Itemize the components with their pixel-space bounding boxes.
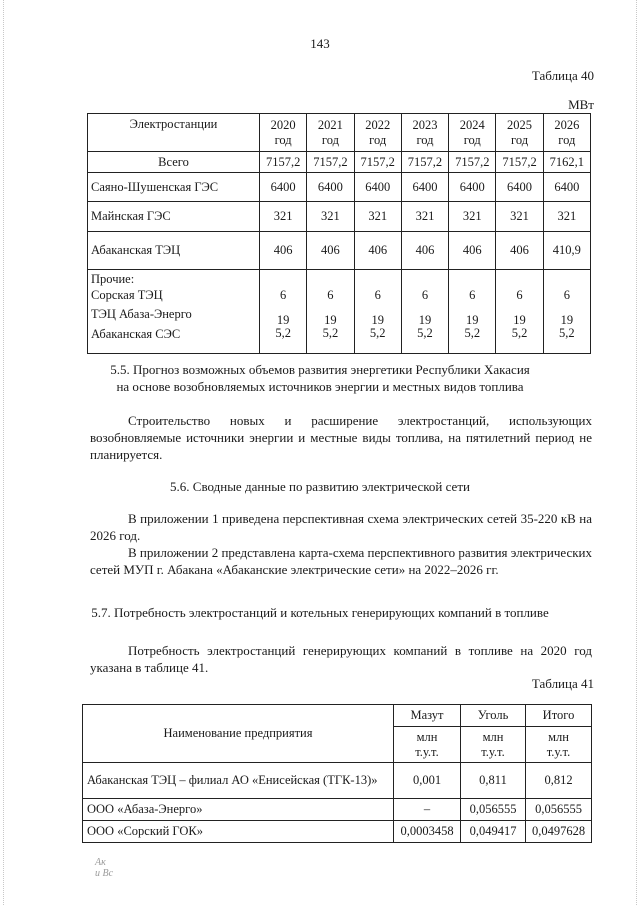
table40-cell: 321	[401, 202, 448, 232]
page-edge-right	[636, 0, 638, 905]
table41-cell: 0,056555	[526, 799, 592, 821]
table41-row	[83, 821, 592, 843]
section-5-7-paragraph: Потребность электростанций генерирующих компаний в топливе на 2020 год указана в таблице 41.	[90, 643, 592, 675]
table41-cell: –	[394, 799, 461, 821]
table41-cell: 0,0497628	[526, 821, 592, 843]
table40-row-name: Всего	[88, 152, 260, 173]
table40-other-cell: 6 19 5,2	[449, 270, 496, 354]
table40-other-cell: 6 19 5,2	[543, 270, 590, 354]
table40-header-station: Электростанции	[88, 114, 260, 152]
table41-header-row	[83, 705, 592, 727]
table40-row	[88, 232, 591, 270]
table40-header-year: 2025 год	[496, 114, 543, 152]
table40-row-total	[88, 152, 591, 173]
table41-cell: 0,049417	[461, 821, 526, 843]
table40-cell: 321	[543, 202, 590, 232]
table40-row-other	[88, 270, 591, 354]
table40-cell: 6400	[496, 173, 543, 202]
table41-row	[83, 763, 592, 799]
table40-row	[88, 202, 591, 232]
table40-other-name: Сорская ТЭЦ	[91, 287, 163, 302]
table40-other-cell: 6 19 5,2	[260, 270, 307, 354]
table40-cell: 6400	[401, 173, 448, 202]
table40-cell: 7157,2	[307, 152, 354, 173]
table40-unit: МВт	[568, 97, 594, 112]
table40-header-year: 2024 год	[449, 114, 496, 152]
table40-cell: 410,9	[543, 232, 590, 270]
table40-header-row	[88, 114, 591, 152]
table40-cell: 6400	[260, 173, 307, 202]
table40-cell: 6400	[354, 173, 401, 202]
table40-cell: 6400	[307, 173, 354, 202]
table40-cell: 406	[449, 232, 496, 270]
table40-header-year: 2023 год	[401, 114, 448, 152]
table40-other-name: ТЭЦ Абаза-Энерго	[91, 307, 192, 321]
table40-other-names	[88, 270, 260, 354]
section-5-5-paragraph: Строительство новых и расширение электростанций, использующих возобновляемые источники энергии и местные виды топлива, на пятилетний период не планируется.	[90, 413, 592, 462]
table41-cell: 0,811	[461, 763, 526, 799]
table41-cell: 0,056555	[461, 799, 526, 821]
table40-header-year: 2020 год	[260, 114, 307, 152]
table40-header-year: 2026 год	[543, 114, 590, 152]
table40-cell: 406	[354, 232, 401, 270]
table41-row	[83, 799, 592, 821]
table40-cell: 6400	[449, 173, 496, 202]
table41-row-name: ООО «Абаза-Энерго»	[83, 799, 394, 821]
table40-other-cell: 6 19 5,2	[307, 270, 354, 354]
table40-cell: 321	[449, 202, 496, 232]
table40-cell: 406	[496, 232, 543, 270]
table40	[87, 113, 591, 354]
table40-cell: 7157,2	[401, 152, 448, 173]
table41-header-column: Итого	[526, 705, 592, 727]
table40-cell: 321	[307, 202, 354, 232]
table40-cell: 7162,1	[543, 152, 590, 173]
table40-cell: 7157,2	[449, 152, 496, 173]
table41-cell: 0,001	[394, 763, 461, 799]
table40-cell: 321	[260, 202, 307, 232]
table41-row-name: ООО «Сорский ГОК»	[83, 821, 394, 843]
table40-cell: 406	[260, 232, 307, 270]
table40-row-name: Абаканская ТЭЦ	[88, 232, 260, 270]
table40-other-name: Абаканская СЭС	[91, 326, 181, 341]
table40-header-year: 2022 год	[354, 114, 401, 152]
section-5-7-heading: 5.7. Потребность электростанций и котельных генерирующих компаний в топливе	[91, 605, 549, 620]
table40-cell: 406	[307, 232, 354, 270]
table41-cell: 0,0003458	[394, 821, 461, 843]
table41-cell: 0,812	[526, 763, 592, 799]
table40-other-cell: 6 19 5,2	[354, 270, 401, 354]
table40-cell: 406	[401, 232, 448, 270]
section-5-6-paragraph-1: В приложении 1 приведена перспективная схема электрических сетей 35-220 кВ на 2026 год.	[90, 511, 592, 543]
table41-header-name: Наименование предприятия	[83, 705, 394, 763]
page-edge-left	[3, 0, 5, 905]
table40-other-cell: 6 19 5,2	[401, 270, 448, 354]
table40-cell: 6400	[543, 173, 590, 202]
table41-unit: млн т.у.т.	[526, 727, 592, 763]
table40-cell: 7157,2	[260, 152, 307, 173]
section-5-6-heading: 5.6. Сводные данные по развитию электрической сети	[170, 479, 470, 494]
table40-caption: Таблица 40	[531, 68, 594, 83]
table41-unit: млн т.у.т.	[394, 727, 461, 763]
table41-row-name: Абаканская ТЭЦ – филиал АО «Енисейская (ТГК-13)»	[83, 763, 394, 799]
table40-cell: 321	[354, 202, 401, 232]
table40-other-label: Прочие:	[91, 272, 135, 286]
section-5-5-heading: 5.5. Прогноз возможных объемов развития энергетики Республики Хакасия на основе возобновляемых источников энергии и местных видов топлива	[110, 362, 530, 394]
footer-stamp: Ак и Вс	[95, 857, 114, 879]
section-5-6-paragraph-2: В приложении 2 представлена карта-схема перспективного развития электрических сетей МУП г. Абакана «Абаканские электрические сети» на 2022–2026 гг.	[90, 545, 593, 577]
table40-header-year: 2021 год	[307, 114, 354, 152]
table41-header-column: Мазут	[394, 705, 461, 727]
table41-unit: млн т.у.т.	[461, 727, 526, 763]
table41-header-column: Уголь	[461, 705, 526, 727]
table40-cell: 7157,2	[354, 152, 401, 173]
table40-row-name: Майнская ГЭС	[88, 202, 260, 232]
table40-row-name: Саяно-Шушенская ГЭС	[88, 173, 260, 202]
table40-other-cell: 6 19 5,2	[496, 270, 543, 354]
table41-caption: Таблица 41	[531, 676, 594, 691]
table40-cell: 321	[496, 202, 543, 232]
table41	[82, 704, 592, 843]
page-number: 143	[310, 36, 330, 51]
table40-row	[88, 173, 591, 202]
table40-cell: 7157,2	[496, 152, 543, 173]
